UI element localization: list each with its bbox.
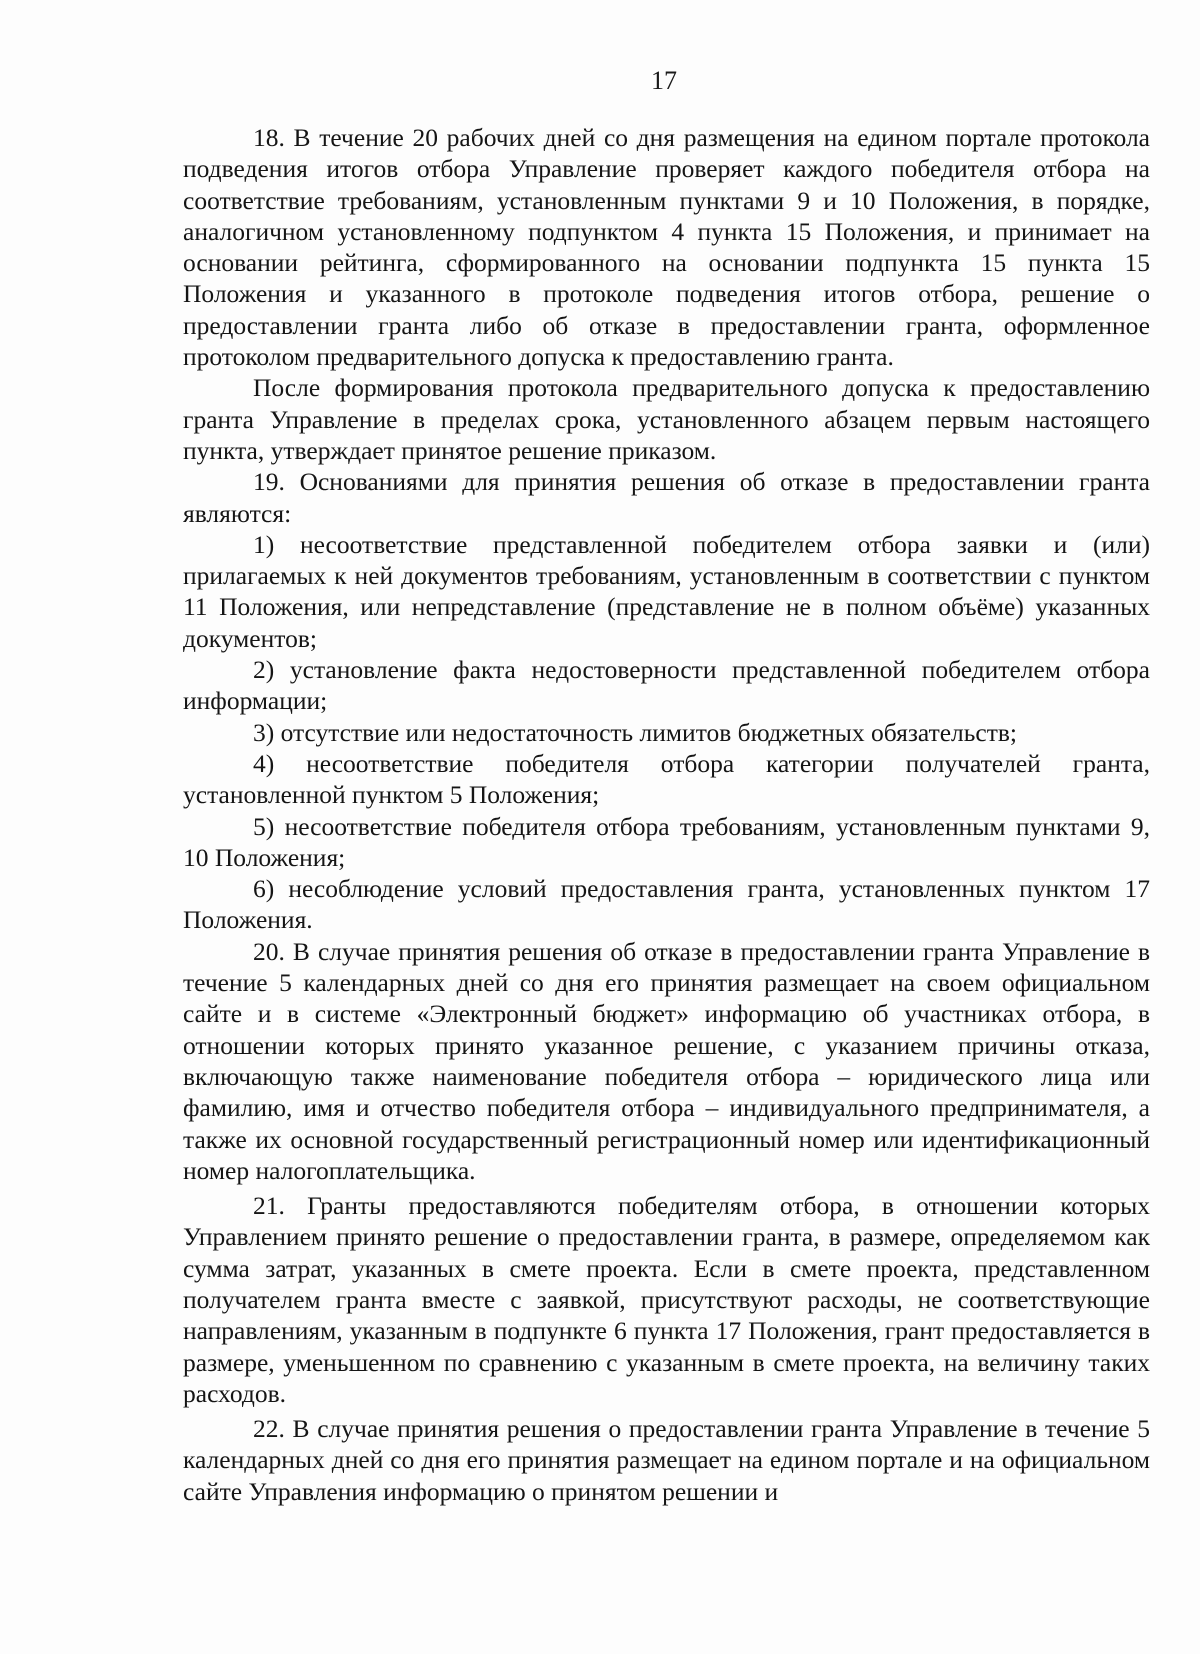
list-item-19-3: 3) отсутствие или недостаточность лимитов бюджетных обязательств; [253, 717, 1017, 747]
paragraph-19: 19. Основаниями для принятия решения об отказе в предоставлении гранта являются: [183, 467, 1150, 528]
paragraph-21: 21. Гранты предоставляются победителям отбора, в отношении которых Управлением принято решение о предоставлении гранта, в размере, определяемом как сумма затрат, указанных в смете проекта. Если в смете проекта, представленном получателем гранта вместе с заявкой, присутствуют расходы, не соответствующие направлениям, указанным в подпункте 6 пункта 17 Положения, грант предоставляется в размере, уменьшенном по сравнению с указанным в смете проекта, на величину таких расходов. [183, 1191, 1150, 1408]
paragraph-18-second: После формирования протокола предварительного допуска к предоставлению гранта Управление в пределах срока, установленного абзацем первым настоящего пункта, утверждает принятое решение приказом. [183, 373, 1150, 465]
list-item-19-5: 5) несоответствие победителя отбора требованиям, установленным пунктами 9, 10 Положения; [183, 811, 1150, 872]
list-item-19-4: 4) несоответствие победителя отбора категории получателей гранта, установленной пунктом 5 Положения; [183, 748, 1150, 810]
list-item-19-6: 6) несоблюдение условий предоставления гранта, установленных пунктом 17 Положения. [183, 874, 1150, 935]
paragraph-20: 20. В случае принятия решения об отказе в предоставлении гранта Управление в течение 5 календарных дней со дня его принятия размещает на своем официальном сайте и в системе «Электронный бюджет» информацию об участниках отбора, в отношении которых принято указанное решение, с указанием причины отказа, включающую также наименование победителя отбора – юридического лица или фамилию, имя и отчество победителя отбора – индивидуального предпринимателя, а также их основной государственный регистрационный номер или идентификационный номер налогоплательщика. [183, 936, 1150, 1185]
list-item-19-2: 2) установление факта недостоверности представленной победителем отбора информации; [183, 655, 1150, 716]
document-body [183, 122, 1150, 1507]
list-item-19-1: 1) несоответствие представленной победителем отбора заявки и (или) прилагаемых к ней документов требованиям, установленным в соответствии с пунктом 11 Положения, или непредставление (представление не в полном объёме) указанных документов; [183, 529, 1150, 653]
paragraph-18: 18. В течение 20 рабочих дней со дня размещения на едином портале протокола подведения итогов отбора Управление проверяет каждого победителя отбора на соответствие требованиям, установленным пунктами 9 и 10 Положения, в порядке, аналогичном установленному подпунктом 4 пункта 15 Положения, и принимает на основании рейтинга, сформированного на основании подпункта 15 пункта 15 Положения и указанного в протоколе подведения итогов отбора, решение о предоставлении гранта либо об отказе в предоставлении гранта, оформленное протоколом предварительного допуска к предоставлению гранта. [183, 123, 1150, 372]
page-number: 17 [651, 66, 677, 95]
paragraph-22: 22. В случае принятия решения о предоставлении гранта Управление в течение 5 календарных дней со дня его принятия размещает на едином портале и на официальном сайте Управления информацию о принятом решении и [183, 1414, 1150, 1506]
